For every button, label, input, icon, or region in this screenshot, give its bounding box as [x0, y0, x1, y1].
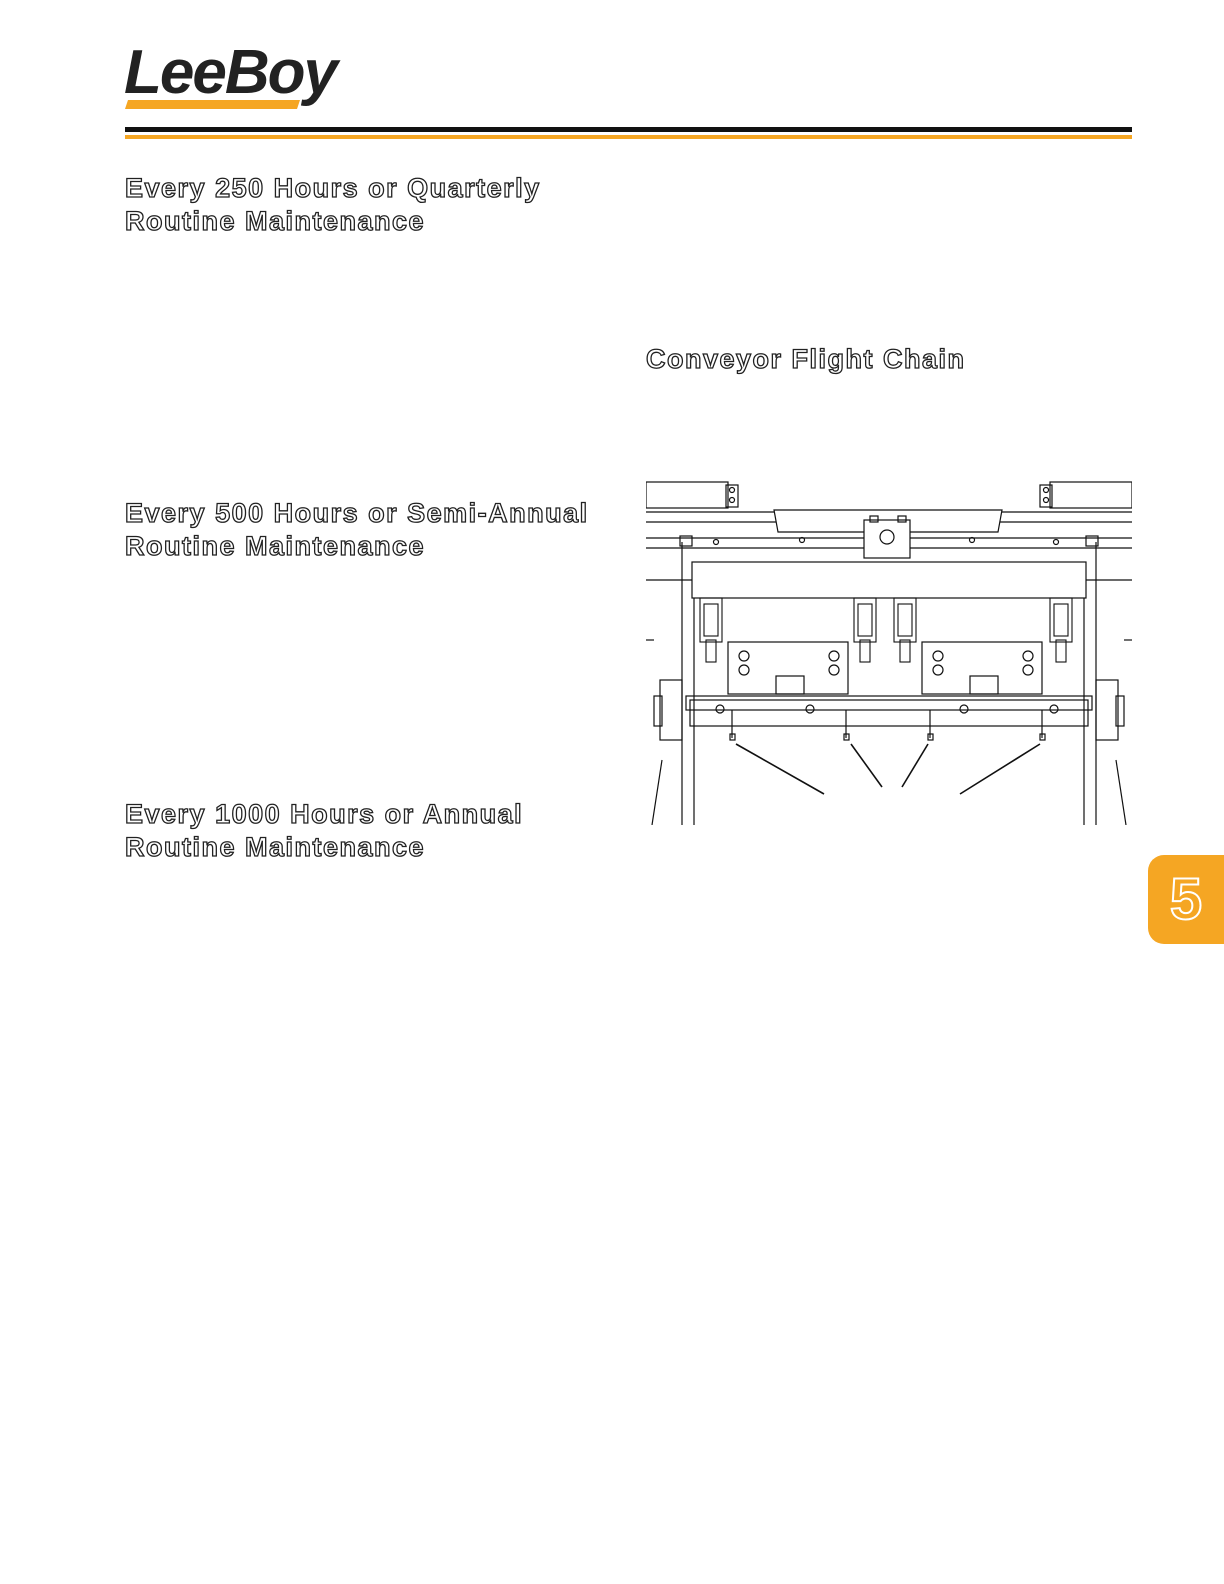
chapter-number: 5 [1169, 867, 1203, 932]
heading-line-1: Every 1000 Hours or Annual [125, 799, 524, 829]
heading-line-2: Routine Maintenance [125, 531, 426, 561]
heading-line-2: Routine Maintenance [125, 832, 426, 862]
header-rule-orange [125, 135, 1132, 139]
heading-conveyor-flight-chain [646, 343, 966, 376]
leeboy-logo [122, 38, 344, 120]
heading-line-1: Every 500 Hours or Semi-Annual [125, 498, 589, 528]
logo-wordmark: LeeBoy [124, 38, 336, 107]
heading-every-500-hours [125, 497, 589, 563]
chapter-tab [1148, 855, 1224, 944]
conveyor-flight-chain-drawing [646, 480, 1132, 825]
heading-line-1: Conveyor Flight Chain [646, 344, 966, 374]
heading-every-250-hours [125, 172, 541, 238]
header-rule-black [125, 127, 1132, 132]
heading-line-1: Every 250 Hours or Quarterly [125, 173, 541, 203]
heading-every-1000-hours [125, 798, 523, 864]
heading-line-2: Routine Maintenance [125, 206, 426, 236]
